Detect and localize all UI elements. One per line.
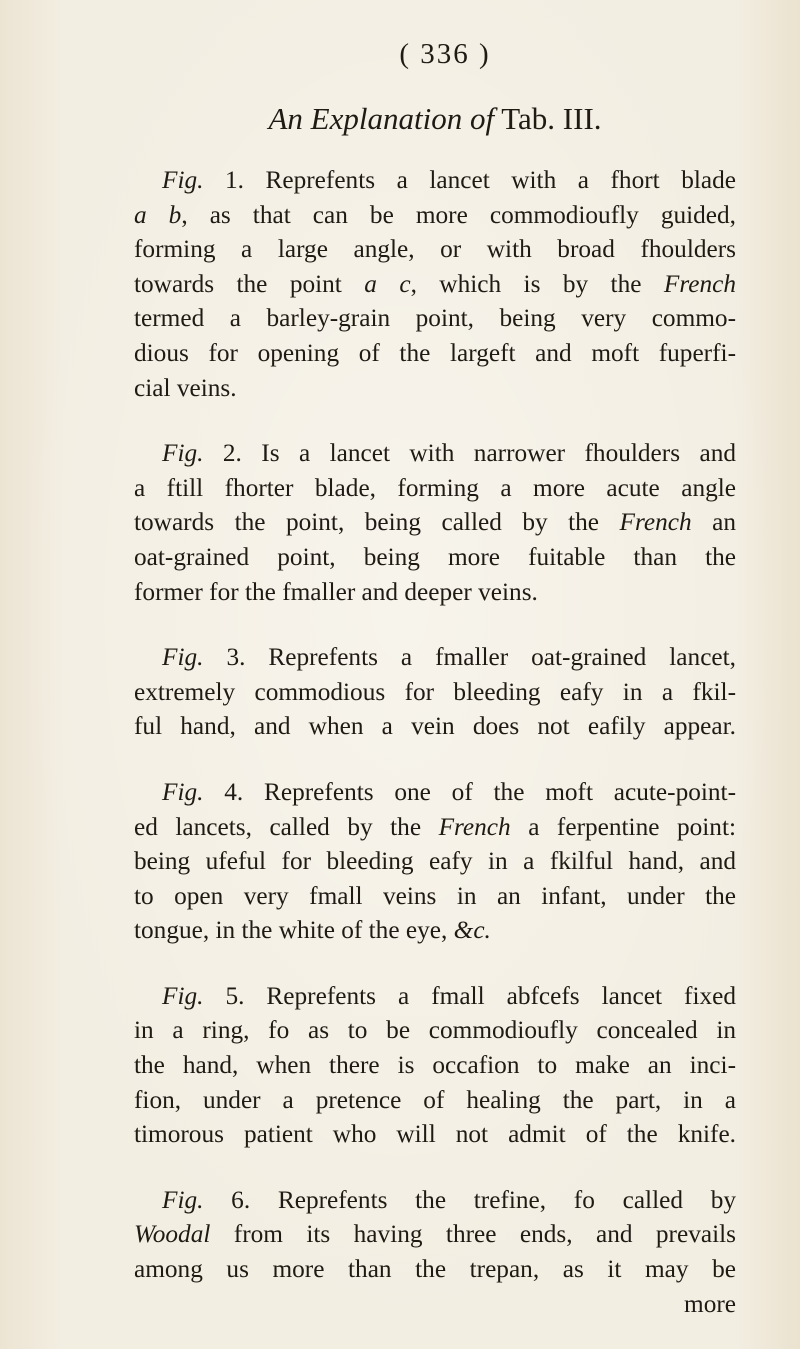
catchword: more <box>684 1289 736 1318</box>
text-line: extremely commodious for bleeding eafy in a fkil- <box>134 677 736 706</box>
text-line: Fig. 3. Reprefents a fmaller oat-grained lancet, <box>162 643 736 672</box>
text-line: Fig. 5. Reprefents a fmall abfcefs lancet fixed <box>162 981 736 1010</box>
text-line: a b, as that can be more commodioufly guided, <box>134 200 737 229</box>
figure-6-paragraph <box>134 1183 736 1321</box>
text-line: a ftill fhorter blade, forming a more acute angle <box>134 473 736 502</box>
text-line: Fig. 4. Reprefents one of the moft acute-point- <box>162 777 736 806</box>
text-line: termed a barley-grain point, being very commo- <box>134 304 736 333</box>
text-line: towards the point, being called by the French an <box>134 508 737 537</box>
text-line: in a ring, fo as to be commodioufly concealed in <box>134 1016 736 1045</box>
heading-explanation: An Explanation of <box>268 101 495 136</box>
figure-5-paragraph <box>134 979 736 1152</box>
text-line: fion, under a pretence of healing the part, in a <box>134 1085 736 1114</box>
text-line: dious for opening of the largeft and moft fuperfi- <box>134 338 736 367</box>
text-line: ful hand, and when a vein does not eafily appear. <box>134 712 736 741</box>
page-heading <box>134 101 736 137</box>
text-line: Fig. 2. Is a lancet with narrower fhoulders and <box>162 439 736 468</box>
text-line: Fig. 6. Reprefents the trefine, fo called by <box>162 1185 736 1214</box>
text-line: former for the fmaller and deeper veins. <box>134 577 538 606</box>
text-line: cial veins. <box>134 373 237 402</box>
text-line: forming a large angle, or with broad fhoulders <box>134 235 736 264</box>
text-line: being ufeful for bleeding eafy in a fkilful hand, and <box>134 847 736 876</box>
text-line: to open very fmall veins in an infant, under the <box>134 881 736 910</box>
page-number: ( 336 ) <box>399 38 491 70</box>
text-line: the hand, when there is occafion to make an inci- <box>134 1051 736 1080</box>
figure-4-paragraph <box>134 775 736 948</box>
text-line: Fig. 1. Reprefents a lancet with a fhort blade <box>162 166 736 194</box>
heading-tab: Tab. III. <box>501 101 602 136</box>
text-line: ed lancets, called by the French a ferpentine point: <box>134 812 736 841</box>
text-line: Woodal from its having three ends, and prevails <box>134 1220 736 1249</box>
text-line: tongue, in the white of the eye, &c. <box>134 916 491 945</box>
text-line: oat-grained point, being more fuitable than the <box>134 542 736 571</box>
text-line: towards the point a c, which is by the French <box>134 269 736 298</box>
text-line: among us more than the trepan, as it may be <box>134 1255 736 1284</box>
figure-1-paragraph <box>134 163 736 405</box>
text-line: timorous patient who will not admit of the knife. <box>134 1120 736 1149</box>
figure-3-paragraph <box>134 640 736 744</box>
figure-2-paragraph <box>134 436 736 609</box>
